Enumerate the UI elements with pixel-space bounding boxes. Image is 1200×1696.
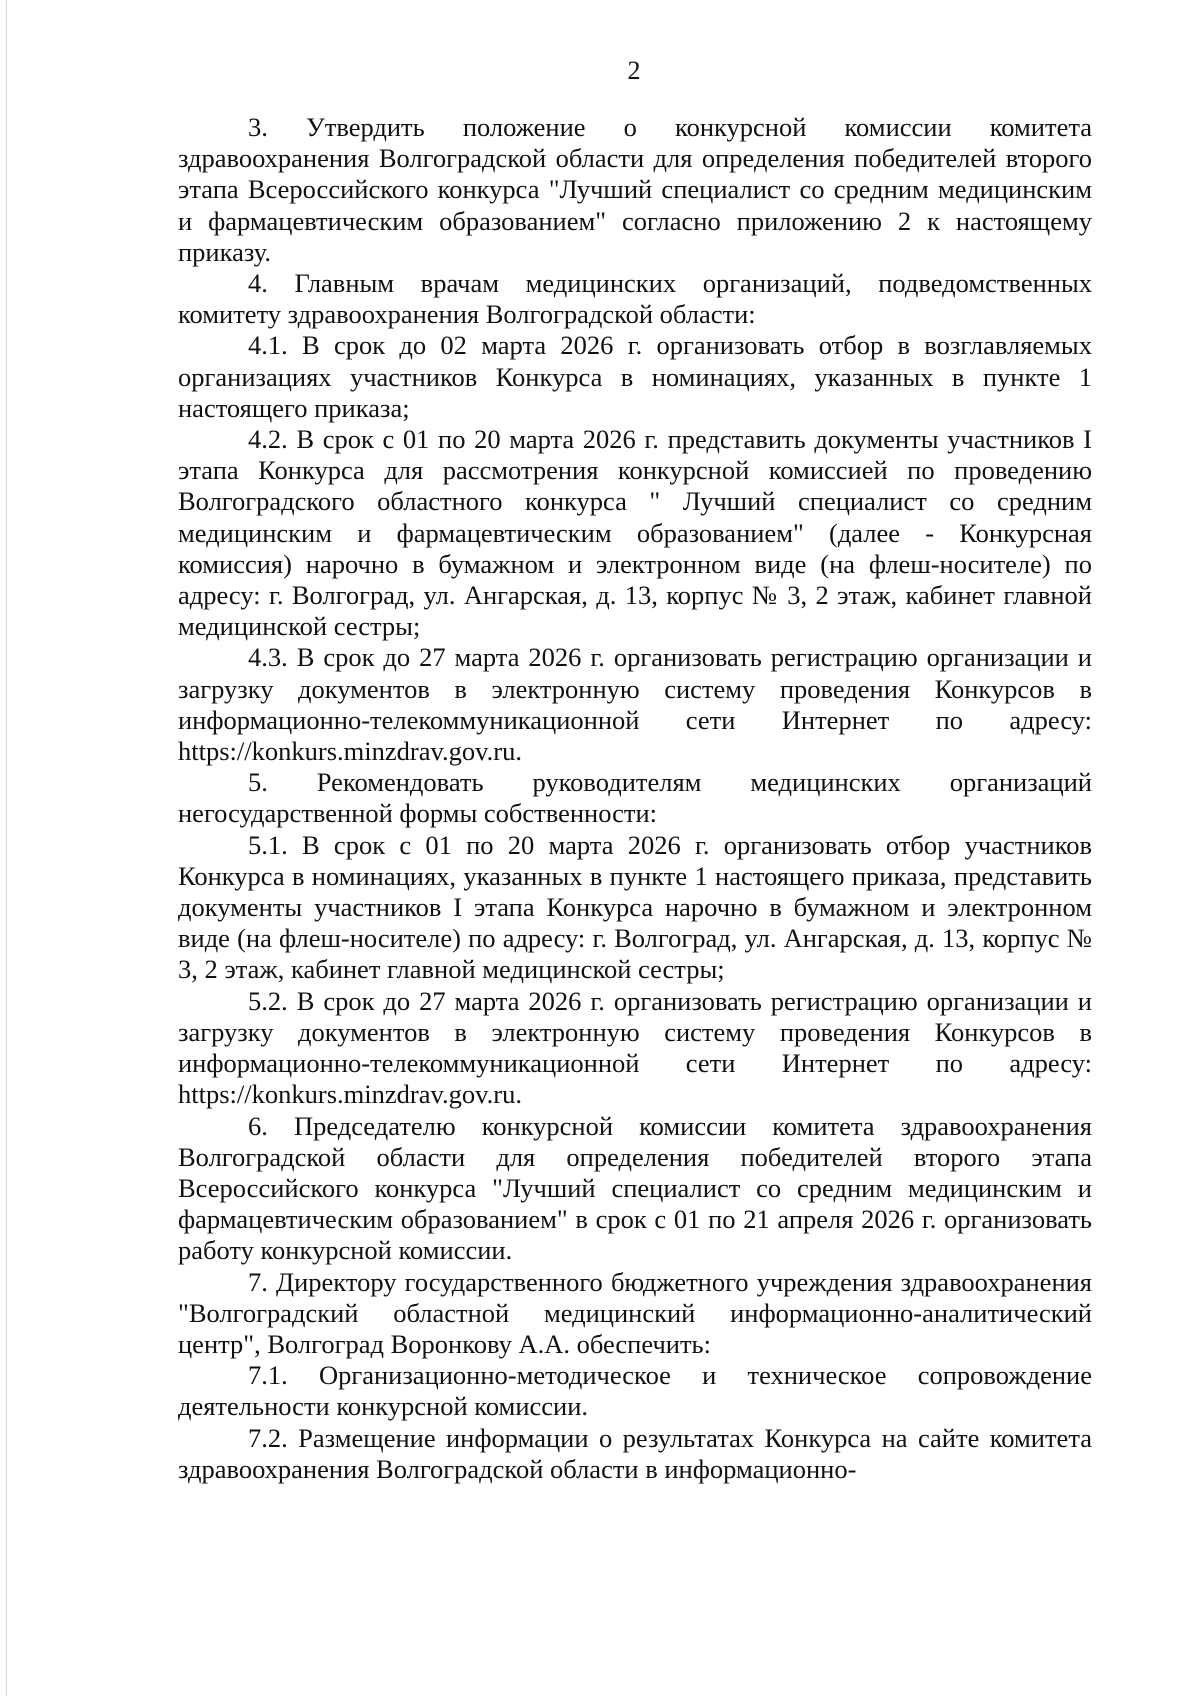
page-number: 2 — [627, 56, 641, 85]
paragraph-3-approve-regulation: 3. Утвердить положение о конкурсной комиссии комитета здравоохранения Волгоградской области для определения победителей второго этапа Всероссийского конкурса "Лучший специалист со средним медицинским и фармацевтическим образованием" согласно приложению 2 к настоящему приказу. — [178, 112, 1092, 267]
scan-edge-line — [6, 0, 7, 1696]
paragraph-5-2: 5.2. В срок до 27 марта 2026 г. организовать регистрацию организации и загрузку документов в электронную систему проведения Конкурсов в информационно-телекоммуникационной сети Интернет по адресу: https://konkurs.minzdrav.gov.ru. — [178, 985, 1092, 1110]
paragraph-4-2: 4.2. В срок с 01 по 20 марта 2026 г. представить документы участников I этапа Конкурса для рассмотрения конкурсной комиссией по проведению Волгоградского областного конкурса " Лучший специалист со средним медицинским и фармацевтическим образованием" (далее - Конкурсная комиссия) нарочно в бумажном и электронном виде (на флеш-носителе) по адресу: г. Волгоград, ул. Ангарская, д. 13, корпус № 3, 2 этаж, кабинет главной медицинской сестры; — [178, 424, 1092, 642]
paragraph-4-3: 4.3. В срок до 27 марта 2026 г. организовать регистрацию организации и загрузку документов в электронную систему проведения Конкурсов в информационно-телекоммуникационной сети Интернет по адресу: https://konkurs.minzdrav.gov.ru. — [178, 642, 1092, 767]
paragraph-7-director: 7. Директору государственного бюджетного учреждения здравоохранения "Волгоградский областной медицинский информационно-аналитический центр", Волгоград Воронкову А.А. обеспечить: — [178, 1266, 1092, 1359]
paragraph-4-chief-physicians: 4. Главным врачам медицинских организаций, подведомственных комитету здравоохранения Волгоградской области: — [178, 268, 1092, 330]
paragraph-4-1: 4.1. В срок до 02 марта 2026 г. организовать отбор в возглавляемых организациях участников Конкурса в номинациях, указанных в пункте 1 настоящего приказа; — [178, 330, 1092, 423]
paragraph-7-1: 7.1. Организационно-методическое и техническое сопровождение деятельности конкурсной комиссии. — [178, 1360, 1092, 1422]
document-body — [178, 112, 1092, 1485]
paragraph-7-2: 7.2. Размещение информации о результатах Конкурса на сайте комитета здравоохранения Волгоградской области в информационно- — [178, 1422, 1092, 1484]
paragraph-6-commission-chair: 6. Председателю конкурсной комиссии комитета здравоохранения Волгоградской области для определения победителей второго этапа Всероссийского конкурса "Лучший специалист со средним медицинским и фармацевтическим образованием" в срок с 01 по 21 апреля 2026 г. организовать работу конкурсной комиссии. — [178, 1110, 1092, 1266]
paragraph-5-1: 5.1. В срок с 01 по 20 марта 2026 г. организовать отбор участников Конкурса в номинациях, указанных в пункте 1 настоящего приказа, представить документы участников I этапа Конкурса нарочно в бумажном и электронном виде (на флеш-носителе) по адресу: г. Волгоград, ул. Ангарская, д. 13, корпус № 3, 2 этаж, кабинет главной медицинской сестры; — [178, 829, 1092, 985]
paragraph-5-recommend: 5. Рекомендовать руководителям медицинских организаций негосударственной формы собственности: — [178, 767, 1092, 829]
